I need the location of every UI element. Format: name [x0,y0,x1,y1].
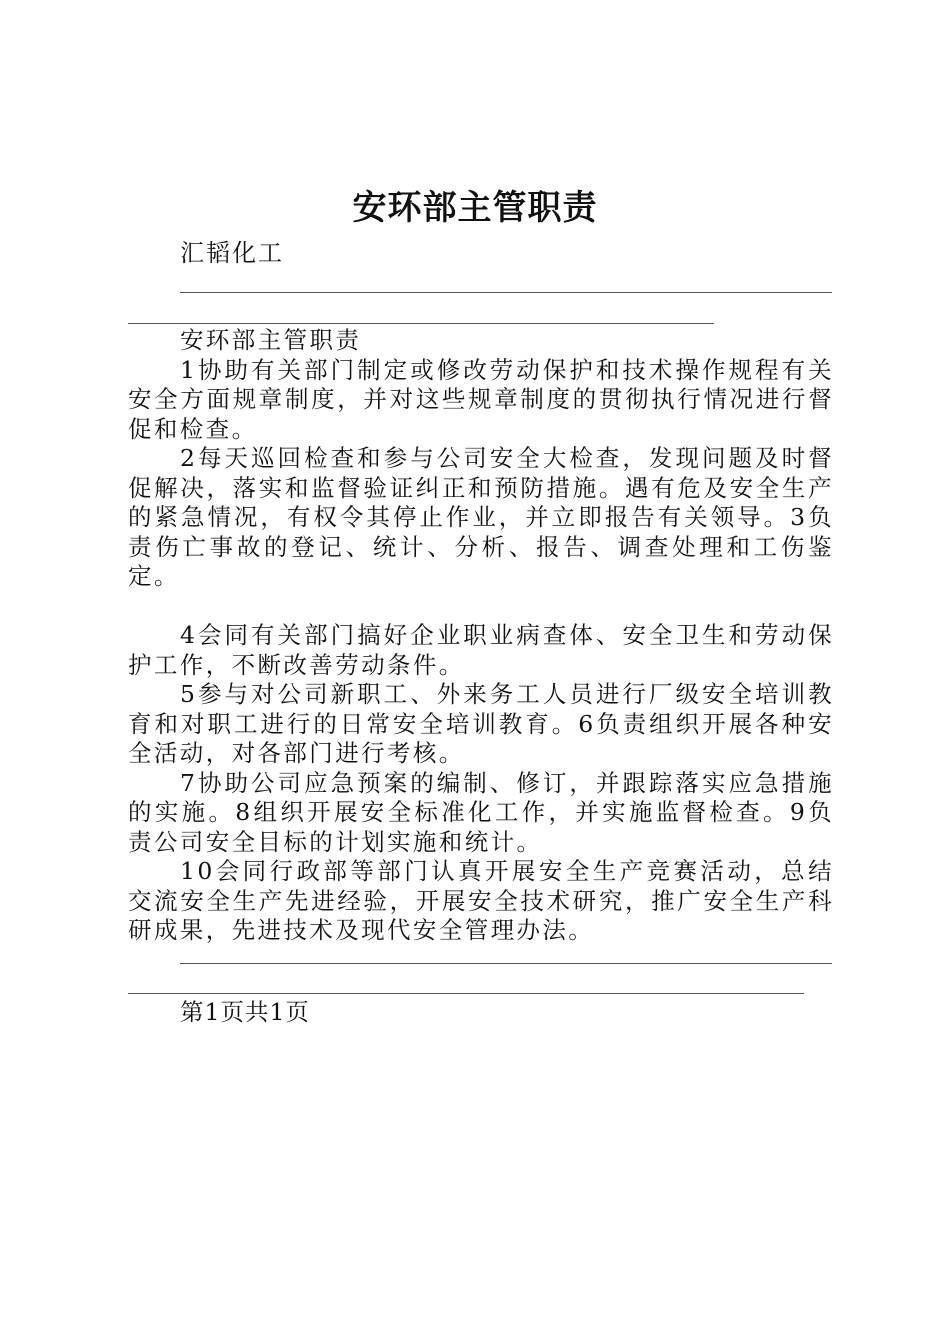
page-footer: 第1页共1页 [180,998,310,1026]
footer-rule-bottom [128,993,804,994]
duty-paragraph-3: 4会同有关部门搞好企业职业病查体、安全卫生和劳动保护工作，不断改善劳动条件。 [128,621,834,679]
section-heading: 安环部主管职责 [180,326,362,354]
duty-paragraph-1: 1协助有关部门制定或修改劳动保护和技术操作规程有关安全方面规章制度，并对这些规章制度的贯彻执行情况进行督促和检查。 [128,355,834,443]
company-name: 汇韬化工 [180,239,284,267]
footer-rule-top [180,963,832,964]
header-rule-top [180,292,832,293]
header-rule-bottom [128,323,714,324]
duty-paragraph-2: 2每天巡回检查和参与公司安全大检查，发现问题及时督促解决，落实和监督验证纠正和预防措施。遇有危及安全生产的紧急情况，有权令其停止作业，并立即报告有关领导。3负责伤亡事故的登记、统计、分析、报告、调查处理和工伤鉴定。 [128,444,834,590]
document-body [128,326,834,946]
duty-paragraph-6: 10会同行政部等部门认真开展安全生产竞赛活动，总结交流安全生产先进经验，开展安全技术研究，推广安全生产科研成果，先进技术及现代安全管理办法。 [128,857,834,944]
duty-paragraph-4: 5参与对公司新职工、外来务工人员进行厂级安全培训教育和对职工进行的日常安全培训教育。6负责组织开展各种安全活动，对各部门进行考核。 [128,680,834,767]
document-title: 安环部主管职责 [352,188,598,228]
duty-paragraph-5: 7协助公司应急预案的编制、修订，并跟踪落实应急措施的实施。8组织开展安全标准化工作，并实施监督检查。9负责公司安全目标的计划实施和统计。 [128,768,834,856]
